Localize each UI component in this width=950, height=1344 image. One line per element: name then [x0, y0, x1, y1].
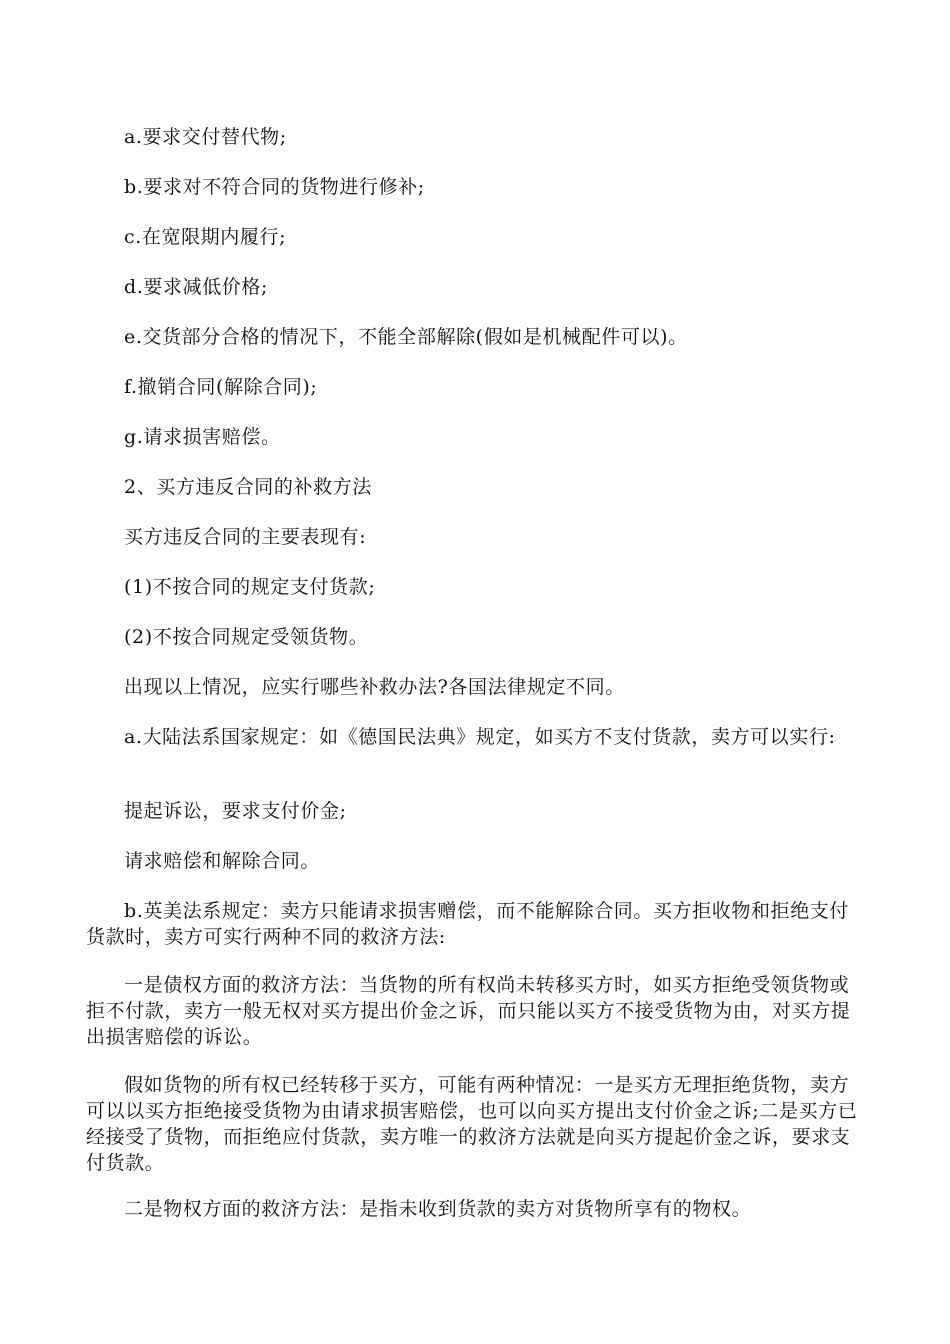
paragraph-f-cancel-contract: f.撤销合同(解除合同); [124, 376, 318, 398]
paragraph-lawsuit: 提起诉讼，要求支付价金; [124, 800, 347, 822]
paragraph-b-repair: b.要求对不符合同的货物进行修补; [124, 176, 425, 198]
paragraph-property-remedy: 二是物权方面的救济方法：是指未收到货款的卖方对货物所享有的物权。 [124, 1198, 752, 1220]
paragraph-civil-law: a.大陆法系国家规定：如《德国民法典》规定，如买方不支付货款，卖方可以实行: [124, 726, 836, 748]
paragraph-g-damages: g.请求损害赔偿。 [124, 426, 281, 448]
paragraph-compensation: 请求赔偿和解除合同。 [124, 850, 321, 872]
paragraph-ownership-transferred: 假如货物的所有权已经转移于买方，可能有两种情况：一是买方无理拒绝货物，卖方可以以买方拒绝接受货物为由请求损害赔偿，也可以向买方提出支付价金之诉;二是买方已经接受了货物，而拒绝应付货款，卖方唯一的救济方法就是向买方提起价金之诉，要求支付货款。 [86, 1074, 858, 1174]
paragraph-item-2: (2)不按合同规定受领货物。 [124, 626, 369, 648]
paragraph-d-price-reduction: d.要求减低价格; [124, 276, 269, 298]
section-heading-buyer-breach: 2、买方违反合同的补救方法 [124, 476, 372, 498]
paragraph-e-partial-delivery: e.交货部分合格的情况下，不能全部解除(假如是机械配件可以)。 [124, 326, 688, 348]
paragraph-remedies-question: 出现以上情况，应实行哪些补救办法?各国法律规定不同。 [124, 676, 625, 698]
paragraph-buyer-breach-intro: 买方违反合同的主要表现有: [124, 526, 367, 548]
paragraph-creditor-remedy: 一是债权方面的救济方法：当货物的所有权尚未转移买方时，如买方拒绝受领货物或拒不付款，卖方一般无权对买方提出价金之诉，而只能以买方不接受货物为由，对买方提出损害赔偿的诉讼。 [86, 974, 851, 1048]
paragraph-a-substitute: a.要求交付替代物; [124, 126, 287, 148]
paragraph-item-1: (1)不按合同的规定支付货款; [124, 576, 376, 598]
paragraph-common-law: b.英美法系规定：卖方只能请求损害赠偿，而不能解除合同。买方拒收物和拒绝支付货款时，卖方可实行两种不同的救济方法: [86, 900, 850, 948]
paragraph-c-grace-period: c.在宽限期内履行; [124, 226, 287, 248]
